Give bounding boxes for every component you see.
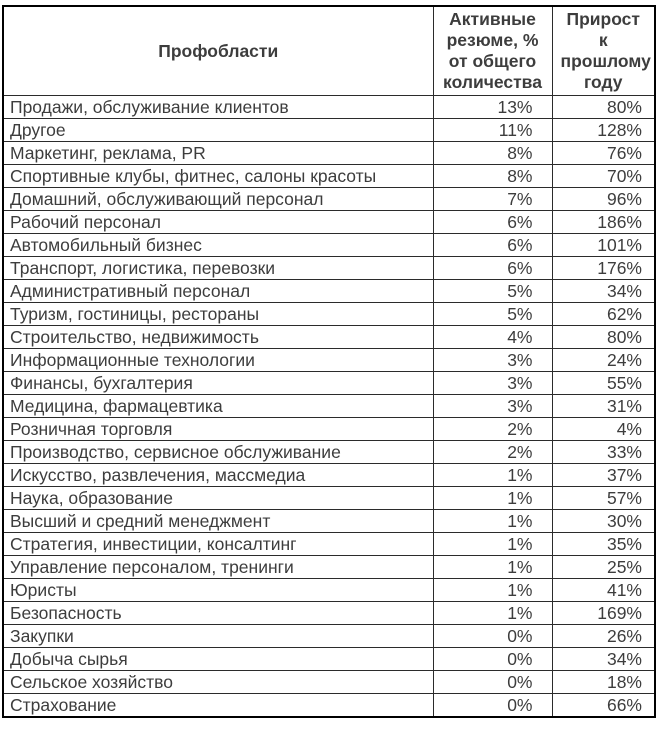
profarea-cell: Домашний, обслуживающий персонал (3, 188, 433, 211)
growth-cell: 33% (552, 441, 655, 464)
table-row (3, 556, 655, 579)
profarea-cell: Безопасность (3, 602, 433, 625)
table-row (3, 257, 655, 280)
growth-cell: 66% (552, 694, 655, 718)
growth-cell: 80% (552, 96, 655, 119)
profarea-cell: Другое (3, 119, 433, 142)
active-resumes-cell: 6% (433, 257, 552, 280)
profarea-cell: Автомобильный бизнес (3, 234, 433, 257)
active-resumes-cell: 6% (433, 211, 552, 234)
active-resumes-cell: 5% (433, 303, 552, 326)
table-row (3, 165, 655, 188)
profarea-cell: Закупки (3, 625, 433, 648)
profarea-cell: Рабочий персонал (3, 211, 433, 234)
table-row (3, 441, 655, 464)
profarea-cell: Транспорт, логистика, перевозки (3, 257, 433, 280)
profarea-cell: Управление персоналом, тренинги (3, 556, 433, 579)
table-row (3, 142, 655, 165)
growth-cell: 70% (552, 165, 655, 188)
growth-cell: 57% (552, 487, 655, 510)
active-resumes-cell: 1% (433, 533, 552, 556)
active-resumes-cell: 6% (433, 234, 552, 257)
growth-cell: 80% (552, 326, 655, 349)
growth-cell: 76% (552, 142, 655, 165)
table-row (3, 625, 655, 648)
active-resumes-cell: 8% (433, 142, 552, 165)
active-resumes-cell: 13% (433, 96, 552, 119)
active-resumes-cell: 1% (433, 602, 552, 625)
table-row (3, 418, 655, 441)
active-resumes-cell: 1% (433, 464, 552, 487)
profarea-cell: Розничная торговля (3, 418, 433, 441)
table-body (3, 96, 655, 718)
table-row (3, 648, 655, 671)
profarea-cell: Высший и средний менеджмент (3, 510, 433, 533)
profarea-cell: Маркетинг, реклама, PR (3, 142, 433, 165)
column-header-growth: Прирост к прошлому году (552, 6, 655, 96)
active-resumes-cell: 0% (433, 625, 552, 648)
growth-cell: 4% (552, 418, 655, 441)
active-resumes-cell: 3% (433, 349, 552, 372)
active-resumes-cell: 4% (433, 326, 552, 349)
active-resumes-cell: 8% (433, 165, 552, 188)
table-row (3, 395, 655, 418)
table-row (3, 533, 655, 556)
profarea-cell: Административный персонал (3, 280, 433, 303)
profarea-cell: Добыча сырья (3, 648, 433, 671)
growth-cell: 41% (552, 579, 655, 602)
growth-cell: 26% (552, 625, 655, 648)
header-row (3, 6, 655, 96)
profarea-cell: Медицина, фармацевтика (3, 395, 433, 418)
profarea-cell: Сельское хозяйство (3, 671, 433, 694)
active-resumes-cell: 1% (433, 556, 552, 579)
growth-cell: 176% (552, 257, 655, 280)
growth-cell: 34% (552, 648, 655, 671)
growth-cell: 30% (552, 510, 655, 533)
active-resumes-cell: 3% (433, 372, 552, 395)
profarea-cell: Финансы, бухгалтерия (3, 372, 433, 395)
table-row (3, 579, 655, 602)
table-row (3, 464, 655, 487)
table-row (3, 303, 655, 326)
growth-cell: 62% (552, 303, 655, 326)
active-resumes-cell: 0% (433, 648, 552, 671)
table-row (3, 188, 655, 211)
table-row (3, 234, 655, 257)
active-resumes-cell: 5% (433, 280, 552, 303)
table-row (3, 280, 655, 303)
growth-cell: 31% (552, 395, 655, 418)
growth-cell: 34% (552, 280, 655, 303)
table-row (3, 119, 655, 142)
profarea-cell: Искусство, развлечения, массмедиа (3, 464, 433, 487)
table-row (3, 602, 655, 625)
table-row (3, 694, 655, 718)
growth-cell: 101% (552, 234, 655, 257)
profarea-cell: Производство, сервисное обслуживание (3, 441, 433, 464)
active-resumes-cell: 3% (433, 395, 552, 418)
active-resumes-cell: 1% (433, 487, 552, 510)
profarea-cell: Наука, образование (3, 487, 433, 510)
table-row (3, 487, 655, 510)
profareas-table (2, 5, 656, 718)
column-header-profareas: Профобласти (3, 6, 433, 96)
active-resumes-cell: 0% (433, 694, 552, 718)
profarea-cell: Туризм, гостиницы, рестораны (3, 303, 433, 326)
active-resumes-cell: 11% (433, 119, 552, 142)
table-row (3, 96, 655, 119)
table-row (3, 211, 655, 234)
active-resumes-cell: 7% (433, 188, 552, 211)
active-resumes-cell: 2% (433, 418, 552, 441)
profarea-cell: Юристы (3, 579, 433, 602)
growth-cell: 37% (552, 464, 655, 487)
profarea-cell: Спортивные клубы, фитнес, салоны красоты (3, 165, 433, 188)
active-resumes-cell: 1% (433, 510, 552, 533)
growth-cell: 35% (552, 533, 655, 556)
table-row (3, 372, 655, 395)
active-resumes-cell: 2% (433, 441, 552, 464)
table-row (3, 349, 655, 372)
growth-cell: 186% (552, 211, 655, 234)
active-resumes-cell: 1% (433, 579, 552, 602)
growth-cell: 18% (552, 671, 655, 694)
growth-cell: 169% (552, 602, 655, 625)
growth-cell: 55% (552, 372, 655, 395)
profarea-cell: Продажи, обслуживание клиентов (3, 96, 433, 119)
table-row (3, 671, 655, 694)
active-resumes-cell: 0% (433, 671, 552, 694)
table-row (3, 326, 655, 349)
growth-cell: 25% (552, 556, 655, 579)
profarea-cell: Информационные технологии (3, 349, 433, 372)
growth-cell: 128% (552, 119, 655, 142)
profarea-cell: Строительство, недвижимость (3, 326, 433, 349)
table-row (3, 510, 655, 533)
column-header-active-resumes: Активные резюме, % от общего количества (433, 6, 552, 96)
growth-cell: 24% (552, 349, 655, 372)
profarea-cell: Стратегия, инвестиции, консалтинг (3, 533, 433, 556)
profarea-cell: Страхование (3, 694, 433, 718)
growth-cell: 96% (552, 188, 655, 211)
